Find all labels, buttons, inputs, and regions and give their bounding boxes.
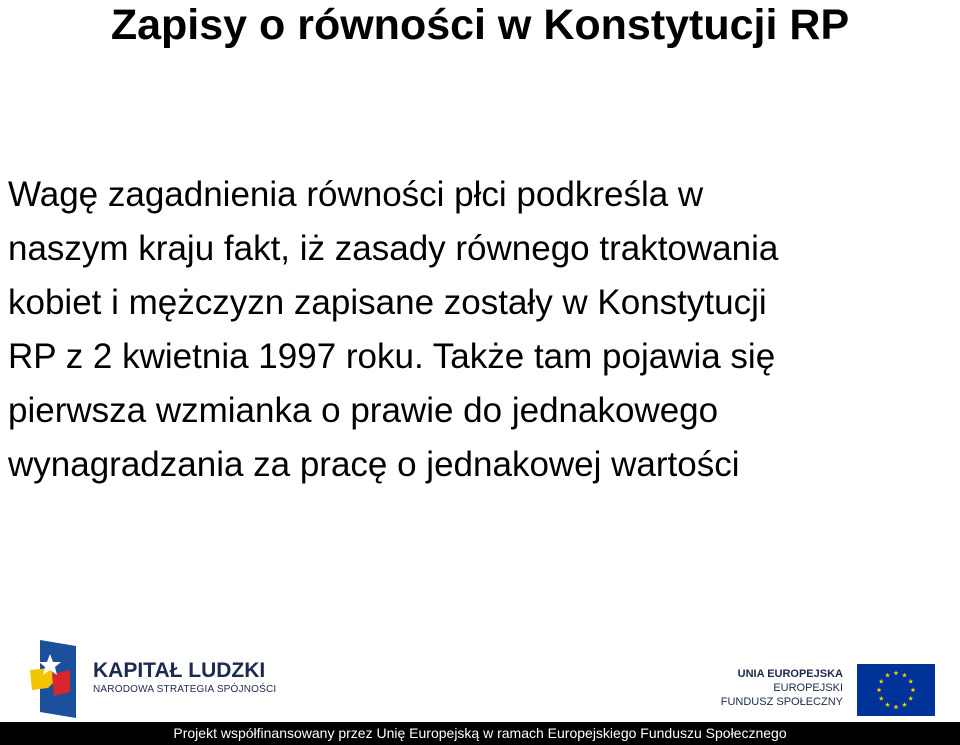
eu-fund-label-2: FUNDUSZ SPOŁECZNY bbox=[720, 696, 843, 708]
body-line: pierwsza wzmianka o prawie do jednakowego bbox=[8, 391, 719, 430]
kapital-ludzki-title: KAPITAŁ LUDZKI bbox=[93, 659, 266, 682]
kapital-ludzki-text bbox=[93, 659, 276, 696]
eu-flag-icon bbox=[857, 664, 935, 716]
slide-body bbox=[8, 168, 960, 492]
kapital-ludzki-logo bbox=[30, 640, 277, 720]
body-line: RP z 2 kwietnia 1997 roku. Także tam pojawia się bbox=[8, 337, 776, 376]
eu-fund-label-1: EUROPEJSKI bbox=[773, 682, 843, 694]
body-line: kobiet i mężczyzn zapisane zostały w Konstytucji bbox=[8, 283, 767, 322]
body-line: Wagę zagadnienia równości płci podkreśla w bbox=[8, 175, 704, 214]
slide-title: Zapisy o równości w Konstytucji RP bbox=[110, 1, 850, 49]
eu-union-label: UNIA EUROPEJSKA bbox=[737, 668, 843, 680]
footer-funding-note: Projekt współfinansowany przez Unię Europejską w ramach Europejskiego Funduszu Społecznego bbox=[0, 722, 960, 745]
eu-logo bbox=[720, 664, 935, 720]
body-line: wynagradzania za pracę o jednakowej wartości bbox=[8, 445, 740, 484]
eu-logo-text bbox=[721, 667, 843, 709]
kapital-ludzki-emblem-icon bbox=[30, 640, 82, 718]
body-line: naszym kraju fakt, iż zasady równego traktowania bbox=[8, 229, 779, 268]
kapital-ludzki-subtitle: NARODOWA STRATEGIA SPÓJNOŚCI bbox=[93, 684, 277, 695]
